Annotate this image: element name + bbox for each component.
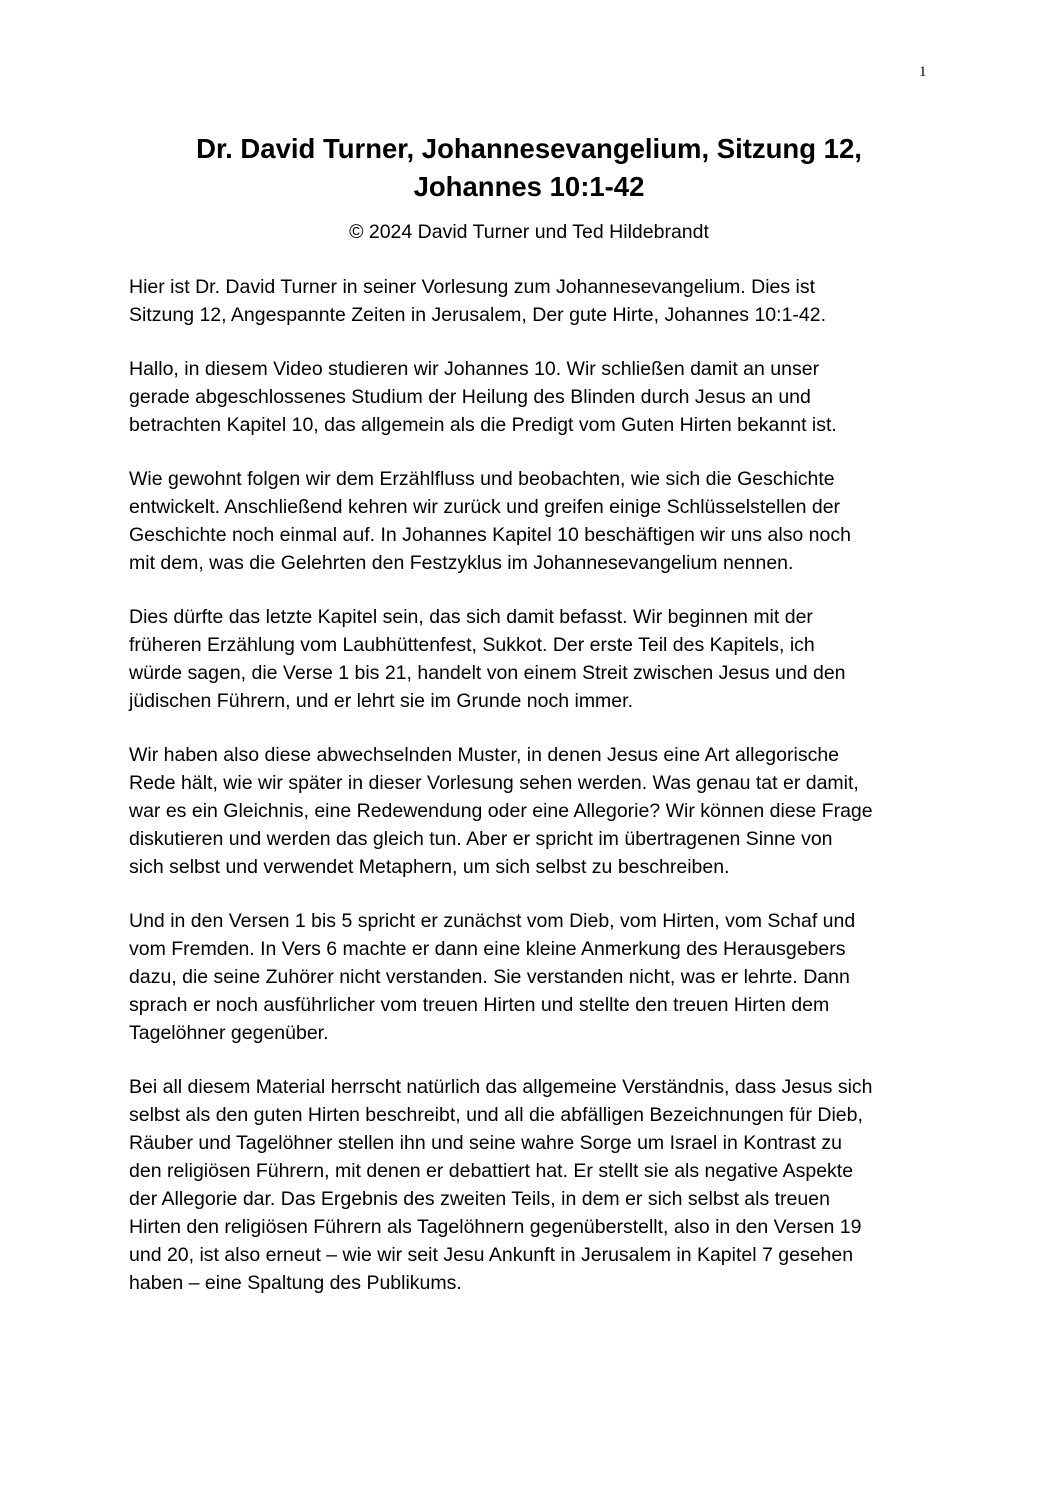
paragraph-line: Bei all diesem Material herrscht natürlich das allgemeine Verständnis, dass Jesus sich bbox=[129, 1076, 873, 1098]
paragraph-line: mit dem, was die Gelehrten den Festzyklus im Johannesevangelium nennen. bbox=[129, 552, 794, 574]
title-line-1: Dr. David Turner, Johannesevangelium, Sitzung 12, bbox=[196, 133, 862, 164]
paragraph-line: selbst als den guten Hirten beschreibt, und all die abfälligen Bezeichnungen für Dieb, bbox=[129, 1104, 863, 1126]
paragraph-line: gerade abgeschlossenes Studium der Heilung des Blinden durch Jesus an und bbox=[129, 386, 811, 408]
paragraph-line: und 20, ist also erneut – wie wir seit Jesu Ankunft in Jerusalem in Kapitel 7 gesehen bbox=[129, 1244, 854, 1266]
paragraph bbox=[129, 907, 939, 1047]
paragraph bbox=[129, 741, 939, 881]
paragraph-line: war es ein Gleichnis, eine Redewendung oder eine Allegorie? Wir können diese Frage bbox=[129, 800, 873, 822]
paragraph-line: Dies dürfte das letzte Kapitel sein, das sich damit befasst. Wir beginnen mit der bbox=[129, 606, 813, 628]
paragraph-line: früheren Erzählung vom Laubhüttenfest, Sukkot. Der erste Teil des Kapitels, ich bbox=[129, 634, 815, 656]
paragraph bbox=[129, 603, 939, 715]
paragraph-line: Rede hält, wie wir später in dieser Vorlesung sehen werden. Was genau tat er damit, bbox=[129, 772, 859, 794]
title-line-2: Johannes 10:1-42 bbox=[413, 171, 645, 202]
paragraph-line: Hallo, in diesem Video studieren wir Johannes 10. Wir schließen damit an unser bbox=[129, 358, 820, 380]
paragraph-line: würde sagen, die Verse 1 bis 21, handelt von einem Streit zwischen Jesus und den bbox=[129, 662, 846, 684]
paragraph-line: Sitzung 12, Angespannte Zeiten in Jerusalem, Der gute Hirte, Johannes 10:1-42. bbox=[129, 304, 827, 326]
paragraph-line: sprach er noch ausführlicher vom treuen Hirten und stellte den treuen Hirten dem bbox=[129, 994, 830, 1016]
paragraph-line: Hier ist Dr. David Turner in seiner Vorlesung zum Johannesevangelium. Dies ist bbox=[129, 276, 816, 298]
paragraph-line: Und in den Versen 1 bis 5 spricht er zunächst vom Dieb, vom Hirten, vom Schaf und bbox=[129, 910, 856, 932]
paragraph-line: Tagelöhner gegenüber. bbox=[129, 1022, 329, 1044]
document-title bbox=[0, 130, 1058, 206]
paragraph-line: den religiösen Führern, mit denen er debattiert hat. Er stellt sie als negative Aspekte bbox=[129, 1160, 854, 1182]
paragraph-line: haben – eine Spaltung des Publikums. bbox=[129, 1272, 462, 1294]
paragraph-line: Räuber und Tagelöhner stellen ihn und seine wahre Sorge um Israel in Kontrast zu bbox=[129, 1132, 842, 1154]
page-number: 1 bbox=[919, 64, 927, 80]
copyright-notice: © 2024 David Turner und Ted Hildebrandt bbox=[349, 221, 709, 243]
paragraph-line: Wir haben also diese abwechselnden Muster, in denen Jesus eine Art allegorische bbox=[129, 744, 840, 766]
paragraph-line: der Allegorie dar. Das Ergebnis des zweiten Teils, in dem er sich selbst als treuen bbox=[129, 1188, 830, 1210]
paragraph bbox=[129, 355, 939, 439]
paragraph bbox=[129, 273, 939, 329]
paragraph bbox=[129, 465, 939, 577]
paragraph-line: vom Fremden. In Vers 6 machte er dann eine kleine Anmerkung des Herausgebers bbox=[129, 938, 846, 960]
paragraph-line: betrachten Kapitel 10, das allgemein als die Predigt vom Guten Hirten bekannt ist. bbox=[129, 414, 837, 436]
paragraph-line: Geschichte noch einmal auf. In Johannes Kapitel 10 beschäftigen wir uns also noch bbox=[129, 524, 851, 546]
paragraph bbox=[129, 1073, 939, 1297]
paragraph-line: Wie gewohnt folgen wir dem Erzählfluss und beobachten, wie sich die Geschichte bbox=[129, 468, 835, 490]
body-text bbox=[129, 273, 939, 1323]
paragraph-line: jüdischen Führern, und er lehrt sie im Grunde noch immer. bbox=[129, 690, 633, 712]
paragraph-line: dazu, die seine Zuhörer nicht verstanden. Sie verstanden nicht, was er lehrte. Dann bbox=[129, 966, 850, 988]
paragraph-line: entwickelt. Anschließend kehren wir zurück und greifen einige Schlüsselstellen der bbox=[129, 496, 841, 518]
paragraph-line: sich selbst und verwendet Metaphern, um sich selbst zu beschreiben. bbox=[129, 856, 730, 878]
paragraph-line: diskutieren und werden das gleich tun. Aber er spricht im übertragenen Sinne von bbox=[129, 828, 833, 850]
paragraph-line: Hirten den religiösen Führern als Tagelöhnern gegenüberstellt, also in den Versen 19 bbox=[129, 1216, 862, 1238]
